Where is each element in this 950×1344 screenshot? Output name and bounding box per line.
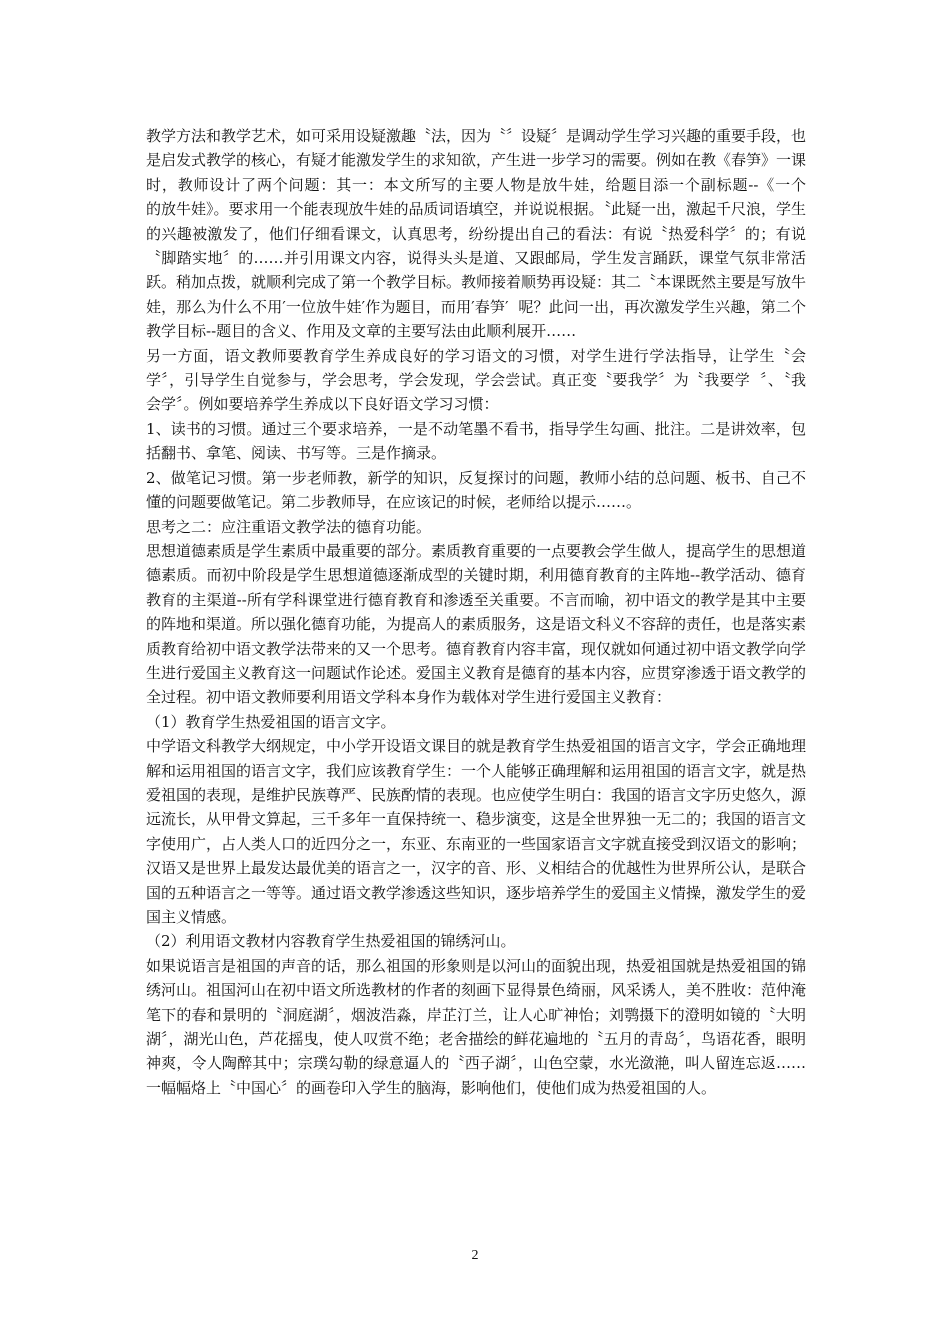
section-heading: 思考之二：应注重语文教学法的德育功能。 <box>146 517 432 536</box>
paragraph-1: 教学方法和教学艺术，如可采用设疑激趣〝法，因为〝〞设疑〞是调动学生学习兴趣的重要手段，也是启发式教学的核心，有疑才能激发学生的求知欲，产生进一步学习的需要。例如在教《春笋》一课时，教师设计了两个问题：其一：本文所写的主要人物是放牛娃，给题目添一个副标题--《一个 的放牛娃》。要求用一个能表现放牛娃的品质词语填空，并说说根据。〝此疑一出，激起千尺浪，学生的兴趣被激发了，他们仔细看课文，认真思考，纷纷提出自己的看法：有说〝热爱科学〞的；有说〝脚踏实地〞的……并引用课文内容，说得头头是道、又跟邮局，学生发言踊跃，课堂气氛非常活跃。稍加点拨，就顺利完成了第一个教学目标。教师接着顺势再设疑：其二〝本课既然主要是写放牛娃，那么为什么不用′一位放牛娃′作为题目，而用′春笋′ 呢？此问一出，再次激发学生兴趣，第二个教学目标--题目的含义、作用及文章的主要写法由此顺利展开…… <box>146 127 883 341</box>
document-body <box>146 124 883 1100</box>
paragraph-10: 如果说语言是祖国的声音的话，那么祖国的形象则是以河山的面貌出现，热爱祖国就是热爱祖国的锦绣河山。祖国河山在初中语文所选教材的作者的刻画下显得景色绮丽，风采诱人，美不胜收：范仲淹笔下的春和景明的〝洞庭湖〞，烟波浩淼，岸芷汀兰，让人心旷神怡；刘鹗摄下的澄明如镜的〝大明湖〞，湖光山色，芦花摇曳，使人叹赏不绝；老舍描绘的鲜花遍地的〝五月的青岛〞，鸟语花香，眼明神爽，令人陶醉其中；宗璞勾勒的绿意逼人的〝西子湖〞，山色空蒙，水光潋滟，叫人留连忘返……一幅幅烙上〝中国心〞的画卷印入学生的脑海，影响他们，使他们成为热爱祖国的人。 <box>146 956 807 1097</box>
page-number: 2 <box>471 1248 479 1263</box>
paragraph-3: 1、读书的习惯。通过三个要求培养，一是不动笔墨不看书，指导学生勾画、批注。二是讲效率，包括翻书、拿笔、阅读、书写等。三是作摘录。 <box>146 419 806 463</box>
subheading-1: （1）教育学生热爱祖国的语言文字。 <box>146 712 396 731</box>
subheading-2: （2）利用语文教材内容教育学生热爱祖国的锦绣河山。 <box>146 932 516 951</box>
paragraph-4: 2、做笔记习惯。第一步老师教，新学的知识，反复探讨的问题，教师小结的总问题、板书、自己不懂的问题要做笔记。第二步教师导，在应该记的时候，老师给以提示……。 <box>146 468 806 512</box>
paragraph-6: 思想道德素质是学生素质中最重要的部分。素质教育重要的一点要教会学生做人，提高学生的思想道德素质。而初中阶段是学生思想道德逐渐成型的关键时期，利用德育教育的主阵地--教学活动、德育教育的主渠道--所有学科课堂进行德育教育和渗透至关重要。不言而喻，初中语文的教学是其中主要的阵地和渠道。所以强化德育功能，为提高人的素质服务，这是语文科义不容辞的责任，也是落实素质教育给初中语文教学法带来的又一个思考。德育教育内容丰富，现仅就如何通过初中语文教学向学生进行爱国主义教育这一问题试作论述。爱国主义教育是德育的基本内容，应贯穿渗透于语文教学的全过程。初中语文教师要利用语文学科本身作为载体对学生进行爱国主义教育： <box>146 541 807 707</box>
paragraph-2: 另一方面，语文教师要教育学生养成良好的学习语文的习惯，对学生进行学法指导，让学生〝会学〞，引导学生自觉参与，学会思考，学会发现，学会尝试。真正变〝要我学〞为〝我要学 〞、〝我会学〞。例如要培养学生养成以下良好语文学习习惯： <box>146 346 806 414</box>
paragraph-8: 中学语文科教学大纲规定，中小学开设语文课目的就是教育学生热爱祖国的语言文字，学会正确地理解和运用祖国的语言文字，我们应该教育学生：一个人能够正确理解和运用祖国的语言文字，就是热爱祖国的表现，是维护民族尊严、民族酌情的表现。也应使学生明白：我国的语言文字历史悠久，源远流长，从甲骨文算起，三千多年一直保持统一、稳步演变，这是全世界独一无二的；我国的语言文字使用广，占人类人口的近四分之一，东亚、东南亚的一些国家语言文字就直接受到汉语文的影响；汉语又是世界上最发达最优美的语言之一，汉字的音、形、义相结合的优越性为世界所公认，是联合国的五种语言之一等等。通过语文教学渗透这些知识，逐步培养学生的爱国主义情操，激发学生的爱国主义情感。 <box>146 737 807 926</box>
